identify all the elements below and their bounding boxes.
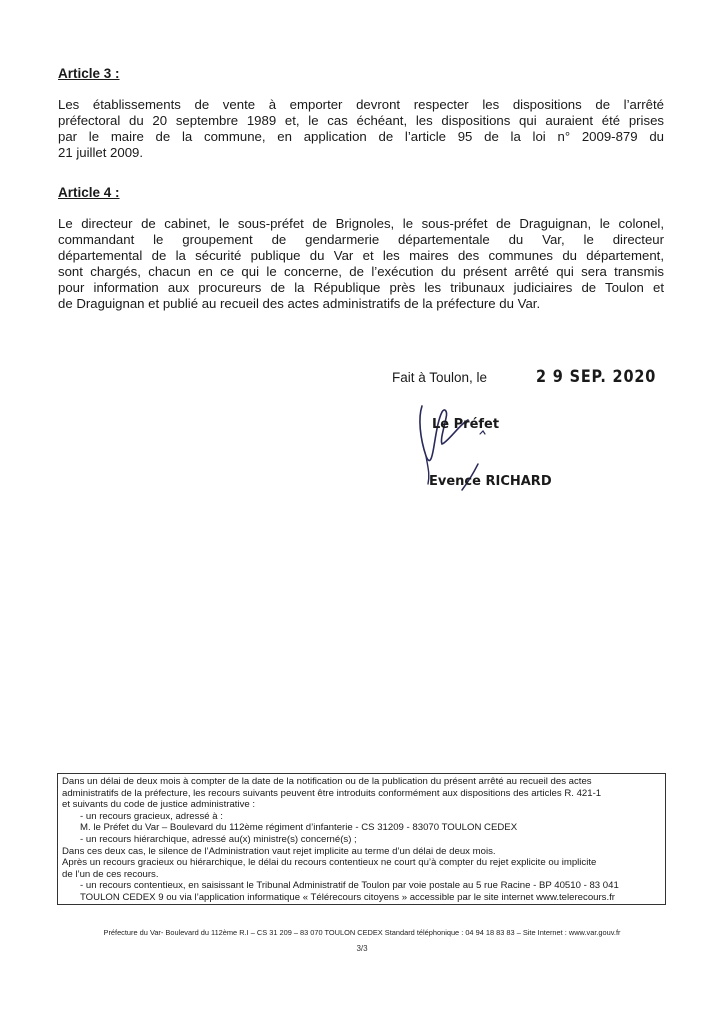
notice-line: Dans un délai de deux mois à compter de la date de la notification ou de la publication du présent arrêté au recueil des actes [62,776,592,787]
article-4-line: commandant le groupement de gendarmerie départementale du Var, le directeur [58,232,664,247]
article-4-heading: Article 4 : [58,185,120,200]
notice-line: Dans ces deux cas, le silence de l’Administration vaut rejet implicite au terme d’un délai de deux mois. [62,845,496,857]
article-3-line: 21 juillet 2009. [58,145,144,160]
date-stamp: 2 9 SEP. 2020 [536,367,657,387]
article-4-line: de Draguignan et publié au recueil des actes administratifs de la préfecture du Var. [58,296,541,311]
signer-name: Evence RICHARD [429,474,552,489]
notice-line: - un recours contentieux, en saisissant le Tribunal Administratif de Toulon par voie postale au 5 rue Racine - BP 40510 - 83 041 [80,880,619,892]
signer-title: Le Préfet [432,417,500,432]
footer-address: Préfecture du Var- Boulevard du 112ème R.I – CS 31 209 – 83 070 TOULON CEDEX Standard téléphonique : 04 94 18 83 83 – Site Internet : www.var.gouv.fr [103,928,621,937]
notice-line: administratifs de la préfecture, les recours suivants peuvent être introduits conformément aux dispositions des articles R. 421-1 [62,787,602,799]
article-4-line: Le directeur de cabinet, le sous-préfet de Brignoles, le sous-préfet de Draguignan, le colonel, [58,216,664,231]
place-label: Fait à Toulon, le [392,370,488,385]
article-4-line: départemental de la sécurité publique du Var et les maires des communes du département, [58,248,664,263]
notice-line: - un recours gracieux, adressé à : [80,810,223,822]
notice-line: TOULON CEDEX 9 ou via l’application informatique « Télérecours citoyens » accessible par le site internet www.telerecours.fr [80,891,616,903]
article-3-heading: Article 3 : [58,66,120,81]
page-number: 3/3 [356,944,368,953]
article-4-body [58,216,664,312]
article-3-line: par le maire de la commune, en application de l’article 95 de la loi n° 2009-879 du [58,129,664,144]
article-4-line: pour information aux procureurs de la République près les tribunaux judiciaires de Toulon et [58,280,664,295]
notice-line: M. le Préfet du Var – Boulevard du 112ème régiment d’infanterie - CS 31209 - 83070 TOULON CEDEX [80,822,518,834]
legal-recourse-notice [57,773,666,905]
article-3-line: préfectoral du 20 septembre 1989 et, le cas échéant, les dispositions qui auraient été prises [58,113,664,128]
notice-line: Après un recours gracieux ou hiérarchique, le délai du recours contentieux ne court qu’à compter du rejet explicite ou implicite [62,857,597,869]
notice-line: - un recours hiérarchique, adressé au(x) ministre(s) concerné(s) ; [80,833,357,845]
article-4-line: sont chargés, chacun en ce qui le concerne, de l’exécution du présent arrêté qui sera transmis [58,264,664,279]
notice-line: de l’un de ces recours. [62,868,159,880]
article-3-body [58,97,664,161]
notice-line: et suivants du code de justice administrative : [62,799,256,811]
article-3-line: Les établissements de vente à emporter devront respecter les dispositions de l’arrêté [58,97,664,112]
